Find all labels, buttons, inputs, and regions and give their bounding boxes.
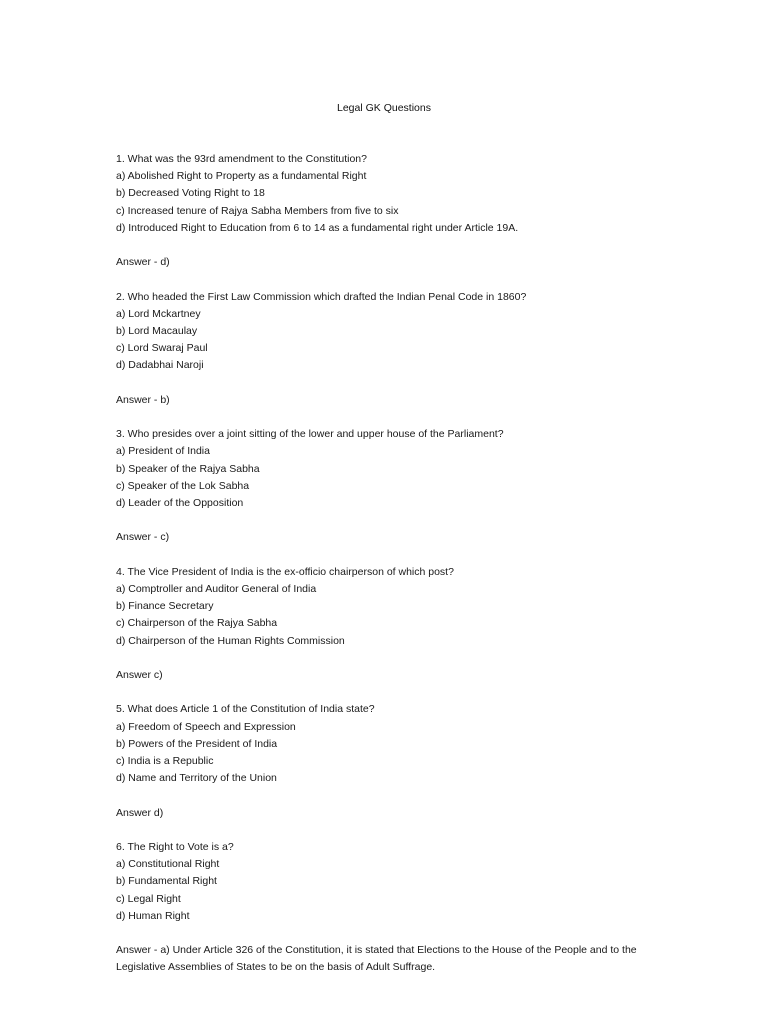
question-block-3: [116, 426, 656, 546]
option-c: c) Chairperson of the Rajya Sabha: [116, 617, 278, 630]
option-a: a) Freedom of Speech and Expression: [116, 720, 296, 733]
question-text: 4. The Vice President of India is the ex-officio chairperson of which post?: [116, 565, 454, 578]
option-b: b) Fundamental Right: [116, 875, 217, 888]
option-c: c) Lord Swaraj Paul: [116, 342, 208, 355]
option-a: a) Constitutional Right: [116, 858, 220, 871]
question-block-1: [116, 151, 656, 271]
answer-text: Answer - a) Under Article 326 of the Constitution, it is stated that Elections to the House of the People and to the Legislative Assemblies of States to be on the basis of Adult Suffrage.: [116, 944, 637, 974]
answer-text: Answer d): [116, 806, 164, 819]
question-block-6: [116, 839, 656, 977]
option-a: a) President of India: [116, 445, 210, 458]
answer-text: Answer - b): [116, 393, 170, 406]
option-d: d) Human Right: [116, 909, 190, 922]
question-text: 5. What does Article 1 of the Constitution of India state?: [116, 703, 375, 716]
option-b: b) Speaker of the Rajya Sabha: [116, 462, 260, 475]
option-b: b) Powers of the President of India: [116, 737, 278, 750]
question-text: 6. The Right to Vote is a?: [116, 840, 234, 853]
option-c: c) Legal Right: [116, 892, 181, 905]
option-d: d) Chairperson of the Human Rights Commission: [116, 634, 345, 647]
question-text: 1. What was the 93rd amendment to the Constitution?: [116, 153, 367, 165]
answer-text: Answer - c): [116, 531, 170, 544]
question-block-4: [116, 564, 656, 684]
answer-text: Answer - d): [116, 256, 170, 269]
page-title: Legal GK Questions: [337, 102, 431, 114]
option-a: a) Abolished Right to Property as a fundamental Right: [116, 170, 367, 183]
option-b: b) Finance Secretary: [116, 600, 214, 613]
option-d: d) Dadabhai Naroji: [116, 359, 204, 372]
question-text: 3. Who presides over a joint sitting of the lower and upper house of the Parliament?: [116, 428, 504, 441]
option-d: d) Leader of the Opposition: [116, 497, 244, 509]
option-d: d) Introduced Right to Education from 6 to 14 as a fundamental right under Article 19A.: [116, 221, 519, 234]
option-a: a) Comptroller and Auditor General of India: [116, 582, 317, 595]
option-c: c) Speaker of the Lok Sabha: [116, 479, 250, 492]
question-text: 2. Who headed the First Law Commission which drafted the Indian Penal Code in 1860?: [116, 290, 527, 303]
option-b: b) Decreased Voting Right to 18: [116, 187, 265, 200]
question-block-5: [116, 701, 656, 821]
question-block-2: [116, 289, 656, 409]
option-b: b) Lord Macaulay: [116, 325, 198, 337]
option-c: c) Increased tenure of Rajya Sabha Members from five to six: [116, 204, 399, 217]
questions-list: [116, 151, 656, 977]
option-d: d) Name and Territory of the Union: [116, 772, 277, 785]
option-c: c) India is a Republic: [116, 754, 214, 767]
answer-text: Answer c): [116, 668, 163, 681]
option-a: a) Lord Mckartney: [116, 307, 201, 320]
